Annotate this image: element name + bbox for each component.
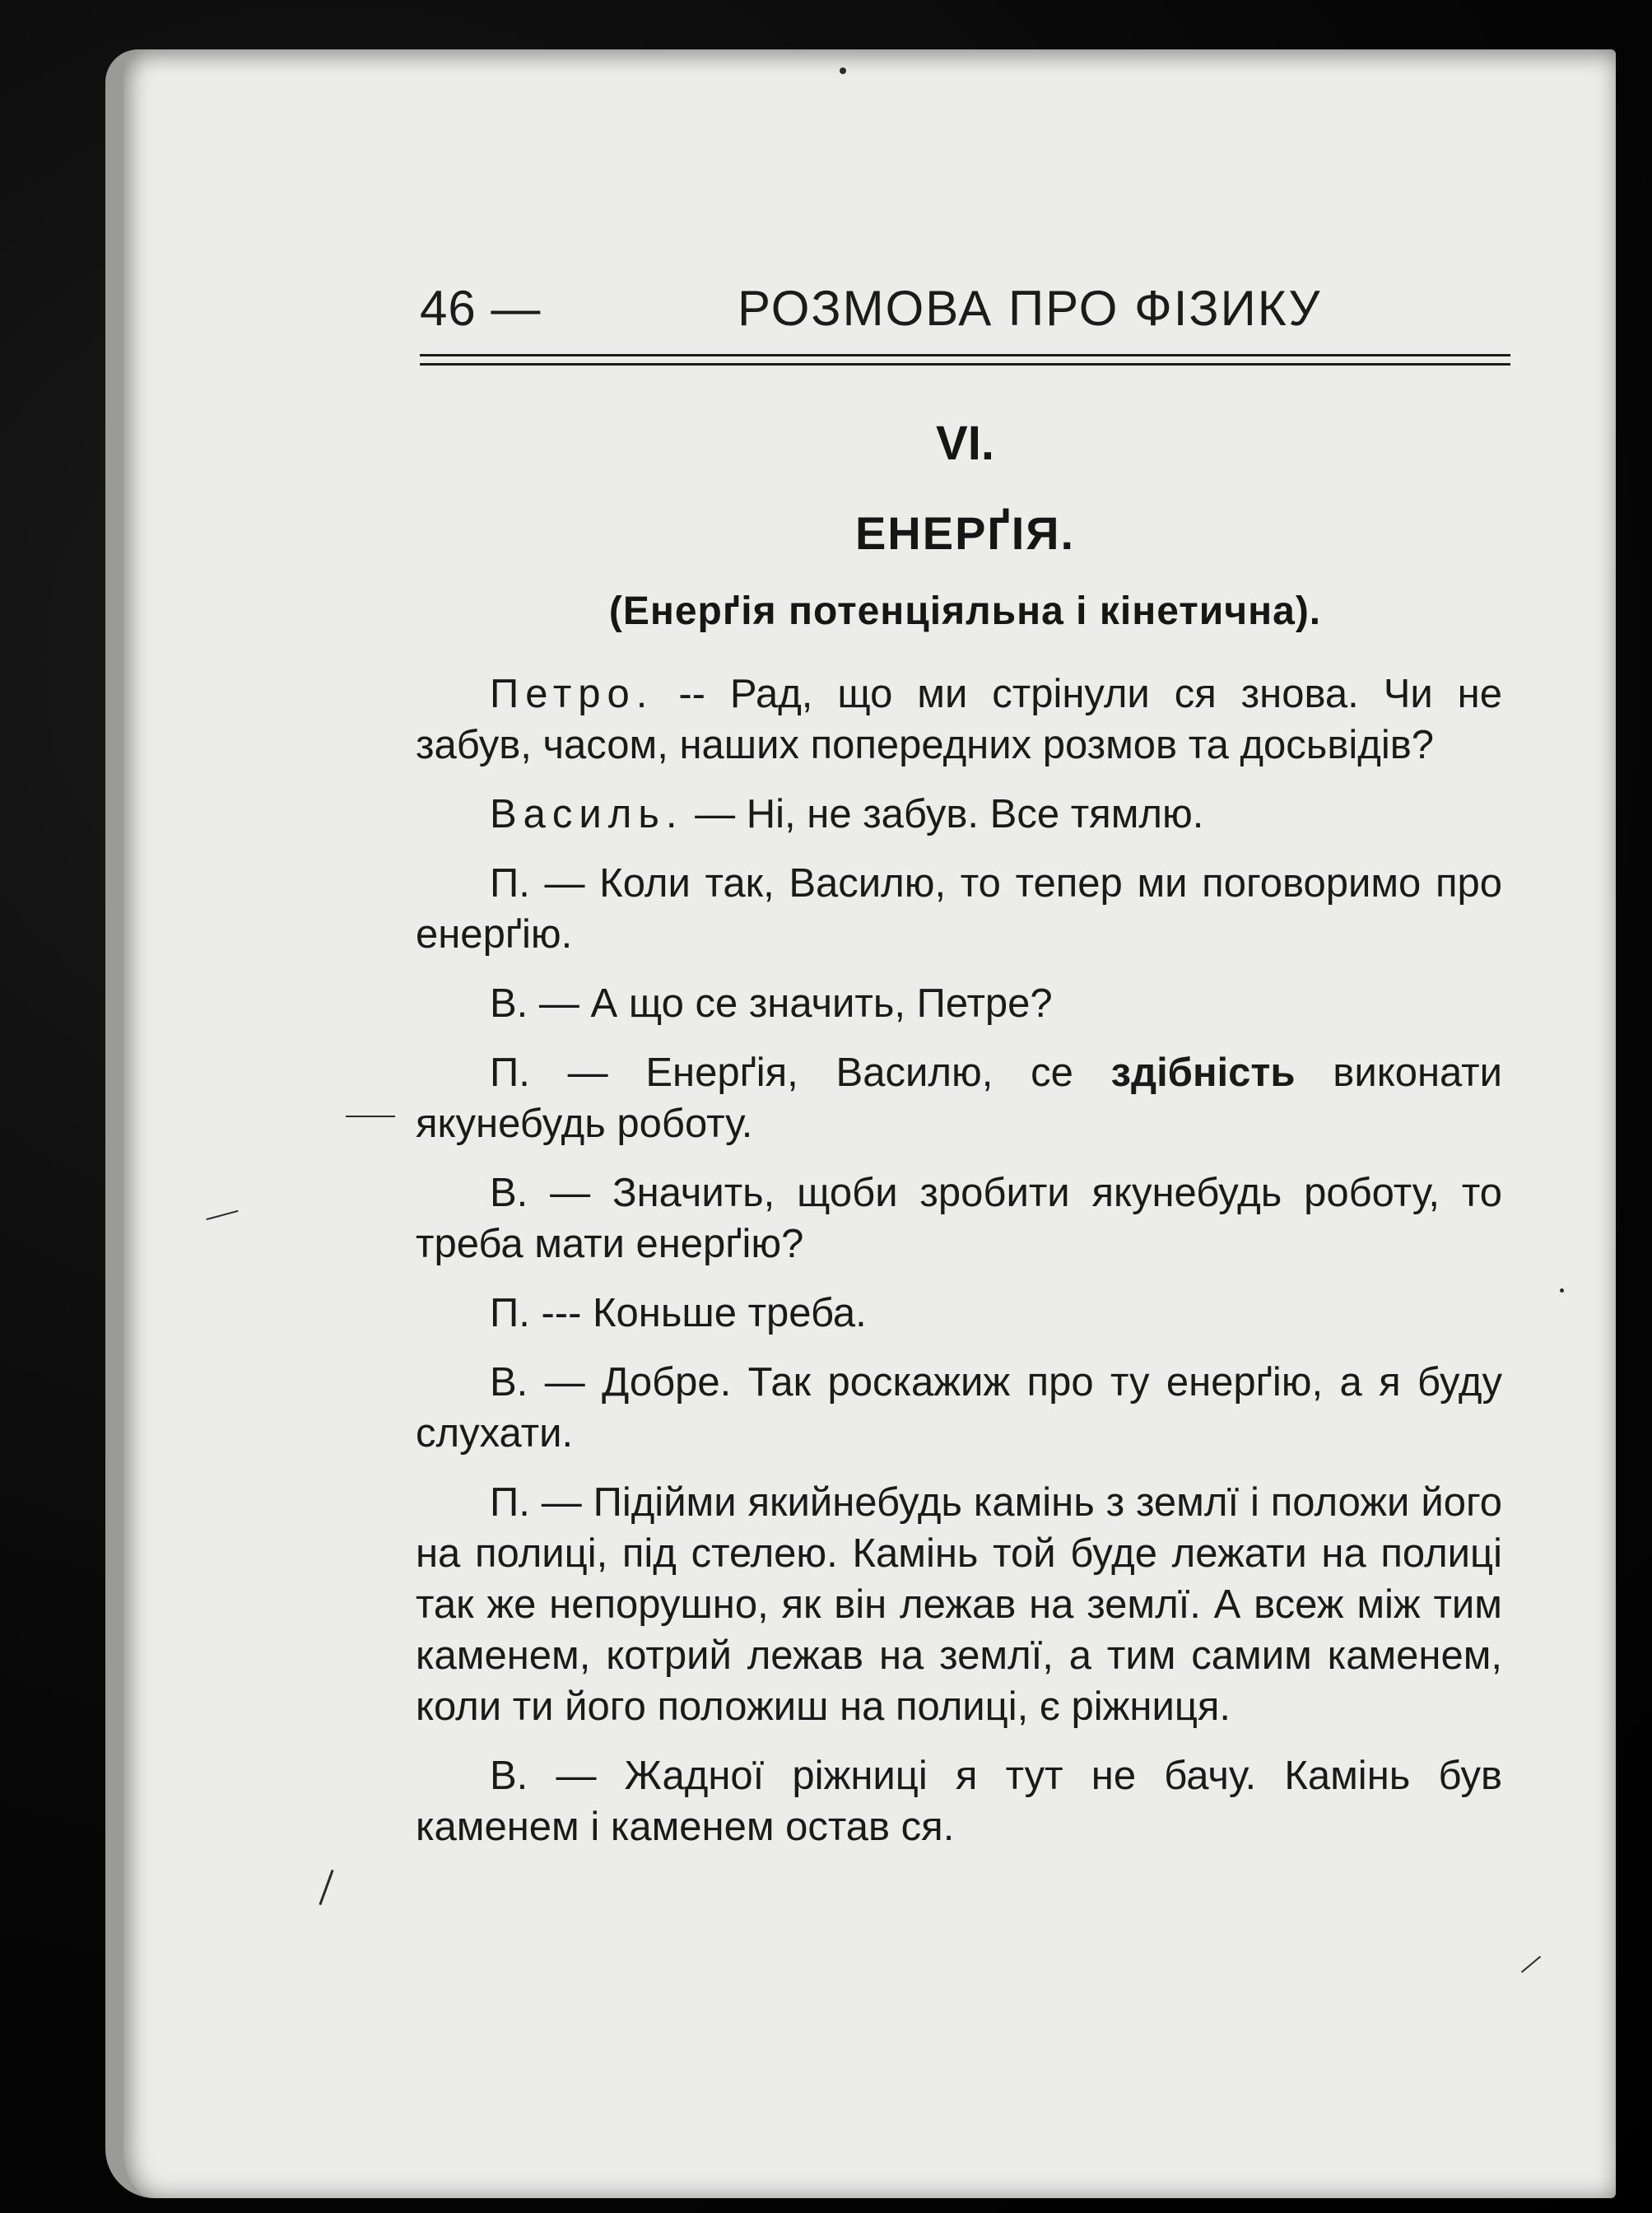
paragraph: В. — А що се значить, Петре?	[490, 981, 1053, 1026]
paragraph: П. — Коли так, Василю, то тепер ми поговоримо про енерґію.	[416, 861, 1502, 957]
scan-speck	[840, 68, 846, 74]
paragraph-text: -- Рад, що ми стрінули ся знова. Чи не забув, часом, наших попередних розмов та досьвідів?	[416, 672, 1502, 767]
paragraph	[416, 789, 1502, 840]
paragraph: В. — Жадної ріжниці я тут не бачу. Камінь був каменем і каменем остав ся.	[416, 1754, 1502, 1849]
speaker-name: Петро.	[490, 672, 654, 716]
speaker-name: Василь.	[490, 792, 684, 836]
emphasized-term: здібність	[1110, 1051, 1296, 1095]
paragraph	[416, 1047, 1502, 1149]
page-header	[420, 280, 1510, 354]
paragraph: В. — Значить, щоби зробити якунебудь роботу, то треба мати енерґію?	[416, 1171, 1502, 1266]
paragraph: П. — Підійми якийнебудь камінь з землї і положи його на полиці, під стелею. Камінь той буде лежати на полиці так же непорушно, як він лежав на землї. А всеж між тим каменем, котрий лежав на землї, а тим самим каменем, коли ти його положиш на полиці, є ріжниця.	[416, 1480, 1502, 1729]
paragraph: П. --- Коньше треба.	[490, 1291, 867, 1335]
chapter-subtitle: (Енерґія потенціяльна і кінетична).	[608, 589, 1322, 633]
paragraph-text: П. — Енерґія, Василю, се	[490, 1051, 1111, 1095]
running-title: РОЗМОВА ПРО ФІЗИКУ	[738, 281, 1322, 336]
scan-speck	[1560, 1288, 1564, 1293]
dialogue-text	[416, 669, 1502, 1852]
paragraph-text: виконати якунебудь роботу.	[416, 1051, 1502, 1146]
chapter-title: ЕНЕРҐІЯ.	[854, 507, 1076, 559]
page-number: 46 —	[420, 281, 542, 336]
scan-speck	[346, 1116, 395, 1117]
paragraph-text: — Ні, не забув. Все тямлю.	[683, 792, 1204, 836]
header-rule	[420, 354, 1510, 366]
paragraph	[416, 669, 1502, 771]
chapter-number: VI.	[936, 417, 994, 470]
paragraph: В. — Добре. Так роскажиж про ту енерґію, а я буду слухати.	[416, 1360, 1502, 1456]
